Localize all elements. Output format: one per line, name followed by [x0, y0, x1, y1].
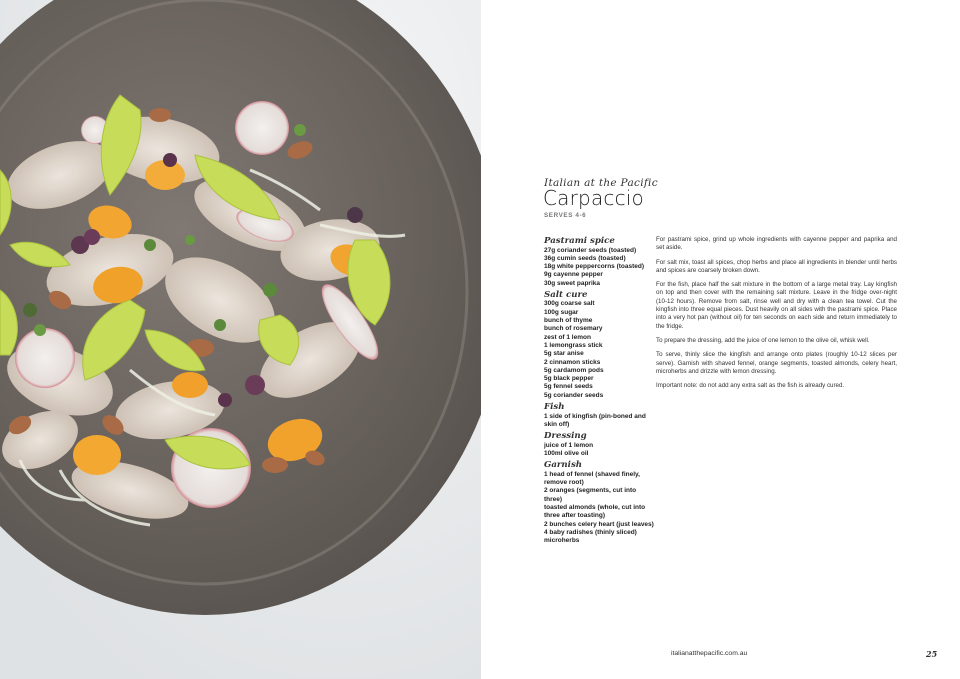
method-step: To serve, thinly slice the kingfish and arrange onto plates (roughly 10-12 slices per serve). Garnish with shaved fennel, orange segments, toasted almonds, celery heart, microherbs and drizzle with lemon dressing. — [656, 351, 897, 375]
serves-label: SERVES 4-6 — [544, 212, 587, 219]
ingredient-item: 5g star anise — [544, 350, 584, 358]
ingredient-item: 27g coriander seeds (toasted) — [544, 246, 637, 254]
ingredient-item: microherbs — [544, 537, 580, 545]
ingredient-group-heading: Dressing — [544, 431, 587, 442]
ingredient-item: 100ml olive oil — [544, 449, 589, 457]
ingredient-item: 18g white peppercorns (toasted) — [544, 263, 645, 271]
ingredient-group-heading: Garnish — [544, 460, 583, 471]
ingredient-item: 30g sweet paprika — [544, 279, 600, 287]
ingredient-item: 100g sugar — [544, 308, 579, 316]
ingredient-list — [544, 471, 654, 546]
ingredient-item: bunch of thyme — [544, 317, 593, 325]
ingredient-list — [544, 247, 654, 288]
ingredient-item: 5g coriander seeds — [544, 391, 604, 399]
method-step: For pastrami spice, grind up whole ingredients with cayenne pepper and paprika and set aside. — [656, 236, 897, 252]
ingredient-item: 1 head of fennel (shaved finely, remove root) — [544, 470, 640, 487]
ingredient-item: 2 cinnamon sticks — [544, 358, 601, 366]
recipe-title: Carpaccio — [543, 186, 644, 210]
method-column — [656, 236, 897, 396]
ingredient-list — [544, 442, 654, 459]
ingredient-item: bunch of rosemary — [544, 325, 603, 333]
method-step: For the fish, place half the salt mixture in the bottom of a large metal tray. Lay kingfish on top and then cover with the remaining salt mixture. Leave in the fridge over-night (10-12 hours). Remove from salt, rinse well and dry with a clean tea towel. Cut the kingfish into three equal pieces. Dust heavily on all sides with the pastrami spice. Place into a very hot pan (without oil) for ten seconds on each side and return immediately to the fridge. — [656, 281, 897, 330]
footer-url[interactable]: italianatthepacific.com.au — [671, 650, 748, 657]
method-step: For salt mix, toast all spices, chop herbs and place all ingredients in blender until herbs and spices are coarsely broken down. — [656, 258, 897, 274]
method-step: To prepare the dressing, add the juice of one lemon to the olive oil, whisk well. — [656, 336, 870, 344]
ingredient-item: 5g cardamom pods — [544, 366, 604, 374]
recipe-page — [481, 0, 960, 679]
ingredient-item: zest of 1 lemon — [544, 333, 591, 341]
ingredient-item: 5g black pepper — [544, 375, 594, 383]
page-number: 25 — [926, 649, 938, 659]
ingredient-item: 36g cumin seeds (toasted) — [544, 254, 626, 262]
ingredient-list — [544, 413, 654, 430]
ingredient-item: 2 bunches celery heart (just leaves) — [544, 520, 654, 528]
ingredient-list — [544, 300, 654, 400]
ingredient-item: 1 lemongrass stick — [544, 341, 603, 349]
series-title: Italian at the Pacific — [544, 177, 658, 189]
ingredients-column — [544, 236, 654, 547]
ingredient-item: 5g fennel seeds — [544, 383, 593, 391]
ingredient-group-heading: Fish — [544, 402, 565, 413]
ingredient-item: toasted almonds (whole, cut into three after toasting) — [544, 503, 646, 520]
ingredient-item: 9g cayenne pepper — [544, 271, 603, 279]
ingredient-group-heading: Pastrami spice — [544, 236, 615, 246]
ingredient-item: 2 oranges (segments, cut into three) — [544, 487, 637, 503]
ingredient-item: juice of 1 lemon — [544, 441, 594, 449]
ingredient-item: 300g coarse salt — [544, 300, 595, 308]
ingredient-group-heading: Salt cure — [544, 289, 588, 300]
method-note: Important note: do not add any extra salt as the fish is already cured. — [656, 382, 845, 390]
ingredient-item: 1 side of kingfish (pin-boned and skin off) — [544, 412, 646, 428]
ingredient-item: 4 baby radishes (thinly sliced) — [544, 528, 637, 536]
